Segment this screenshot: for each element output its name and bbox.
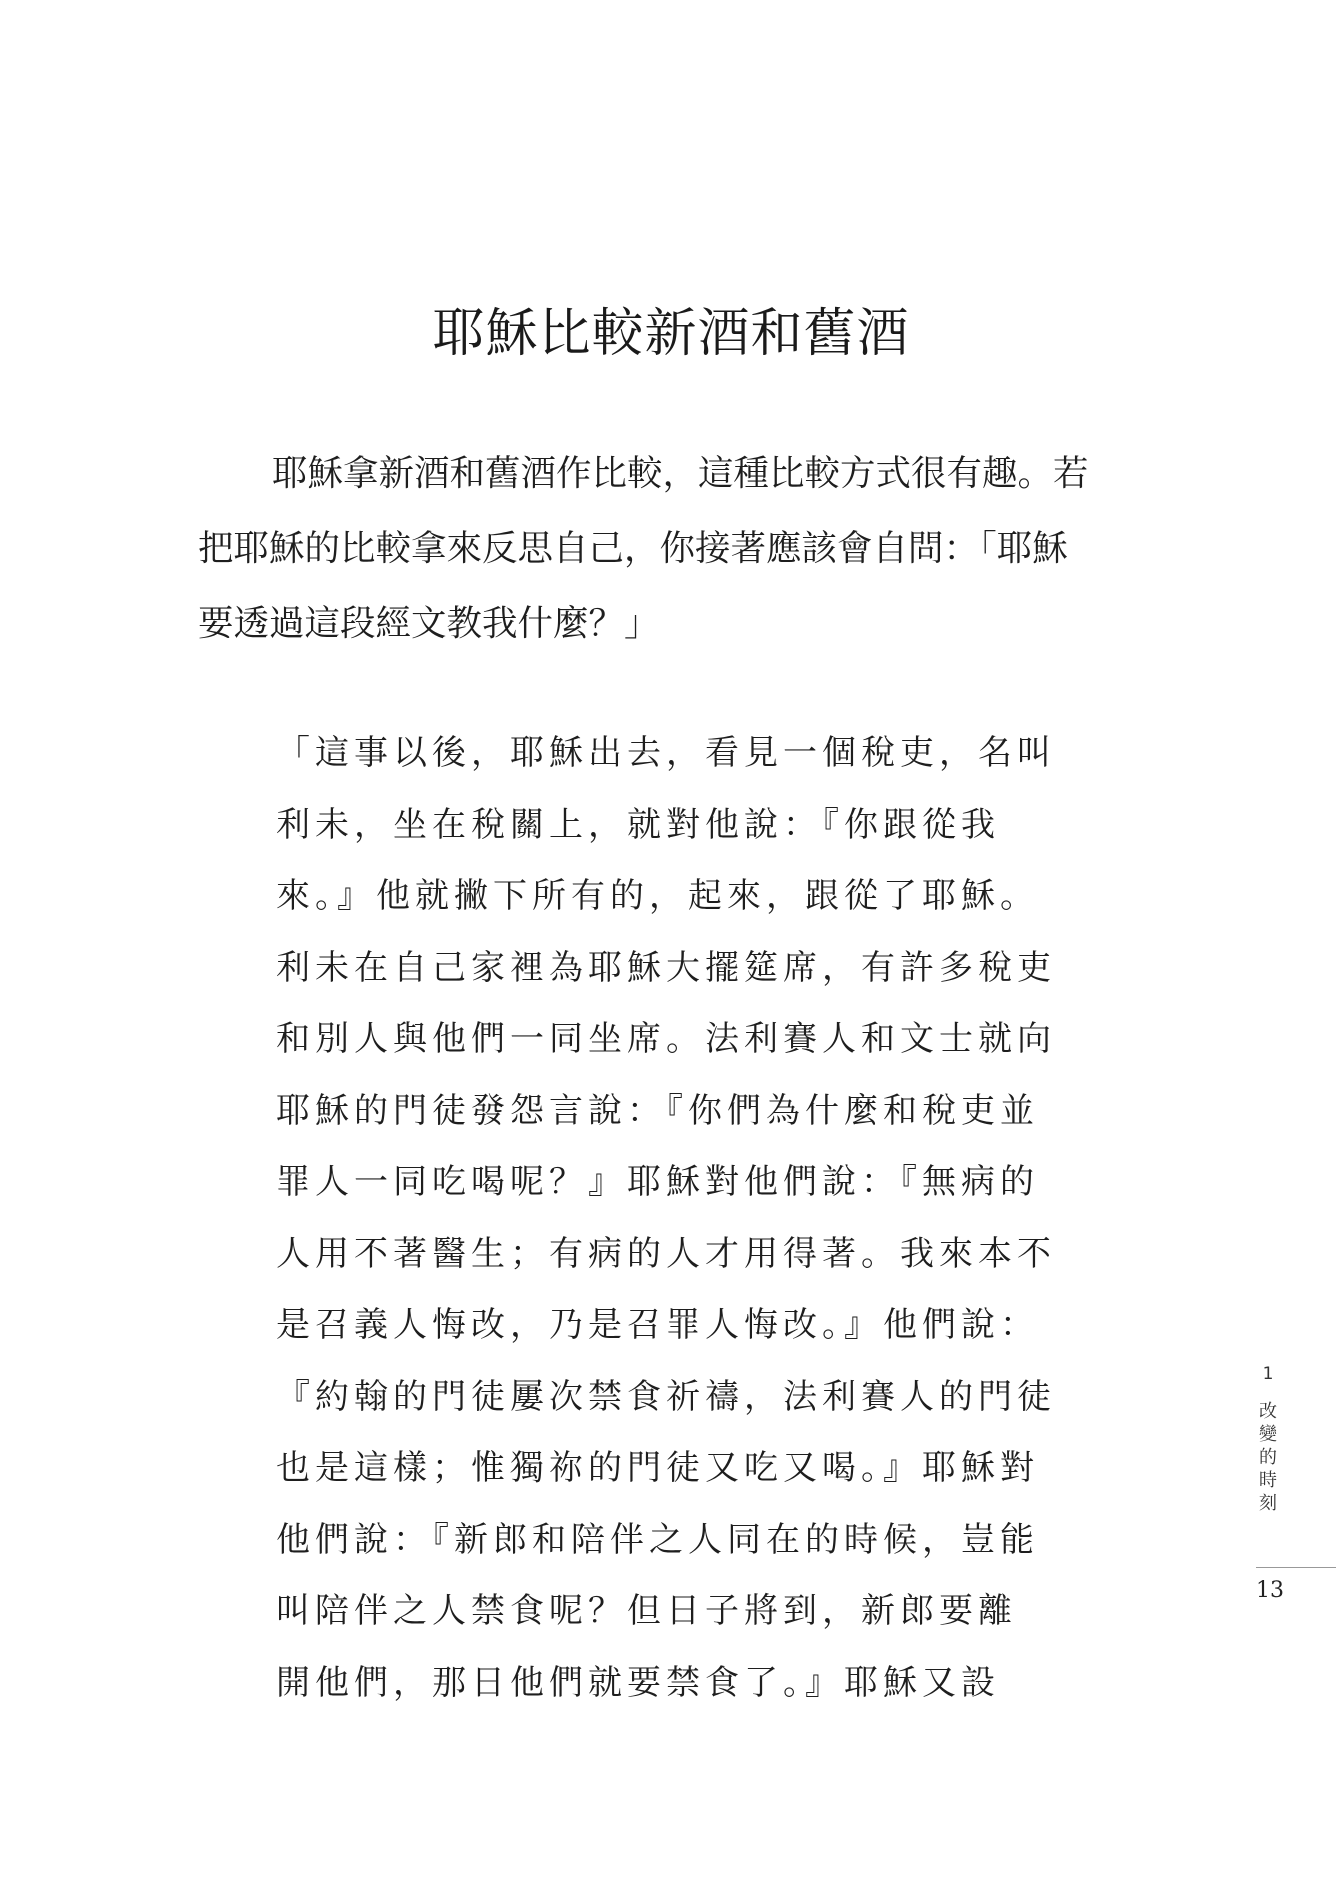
intro-line: 把耶穌的比較拿來反思自己，你接著應該會自問：「耶穌 <box>198 528 1068 569</box>
quote-line: 人用不著醫生；有病的人才用得著。我來本不 <box>276 1233 1056 1274</box>
quote-line: 開他們，那日他們就要禁食了。』耶穌又設 <box>276 1662 1000 1703</box>
chapter-number: 1 <box>1262 1364 1274 1384</box>
quote-line: 也是這樣；惟獨祢的門徒又吃又喝。』耶穌對 <box>276 1448 1039 1488</box>
section-title: 耶穌比較新酒和舊酒 <box>432 304 910 364</box>
intro-paragraph <box>198 436 1118 661</box>
quote-line: 來。』他就撇下所有的，起來，跟從了耶穌。 <box>276 876 1039 916</box>
quote-line: 利未，坐在稅關上，就對他說：『你跟從我 <box>276 804 1000 845</box>
intro-line: 耶穌拿新酒和舊酒作比較，這種比較方式很有趣。若 <box>272 453 1089 494</box>
quote-line: 他們說：『新郎和陪伴之人同在的時候，豈能 <box>276 1519 1039 1560</box>
quote-line: 和別人與他們一同坐席。法利賽人和文士就向 <box>276 1019 1056 1059</box>
quote-line: 『約翰的門徒屢次禁食祈禱，法利賽人的門徒 <box>276 1376 1056 1417</box>
quote-line: 叫陪伴之人禁食呢？但日子將到，新郎要離 <box>276 1591 1017 1631</box>
intro-line: 要透過這段經文教我什麼？」 <box>198 603 660 644</box>
sidebar-divider <box>1256 1567 1336 1568</box>
quote-line: 罪人一同吃喝呢？』耶穌對他們說：『無病的 <box>276 1162 1039 1202</box>
quote-line: 「這事以後，耶穌出去，看見一個稅吏，名叫 <box>276 733 1056 773</box>
page-number: 13 <box>1256 1578 1284 1603</box>
chapter-title: 改變的時刻 <box>1259 1401 1277 1514</box>
scripture-quote <box>276 718 1056 1719</box>
quote-line: 耶穌的門徒發怨言說：『你們為什麼和稅吏並 <box>276 1090 1039 1131</box>
quote-line: 利未在自己家裡為耶穌大擺筵席，有許多稅吏 <box>276 947 1056 988</box>
quote-line: 是召義人悔改，乃是召罪人悔改。』他們說： <box>276 1305 1039 1345</box>
